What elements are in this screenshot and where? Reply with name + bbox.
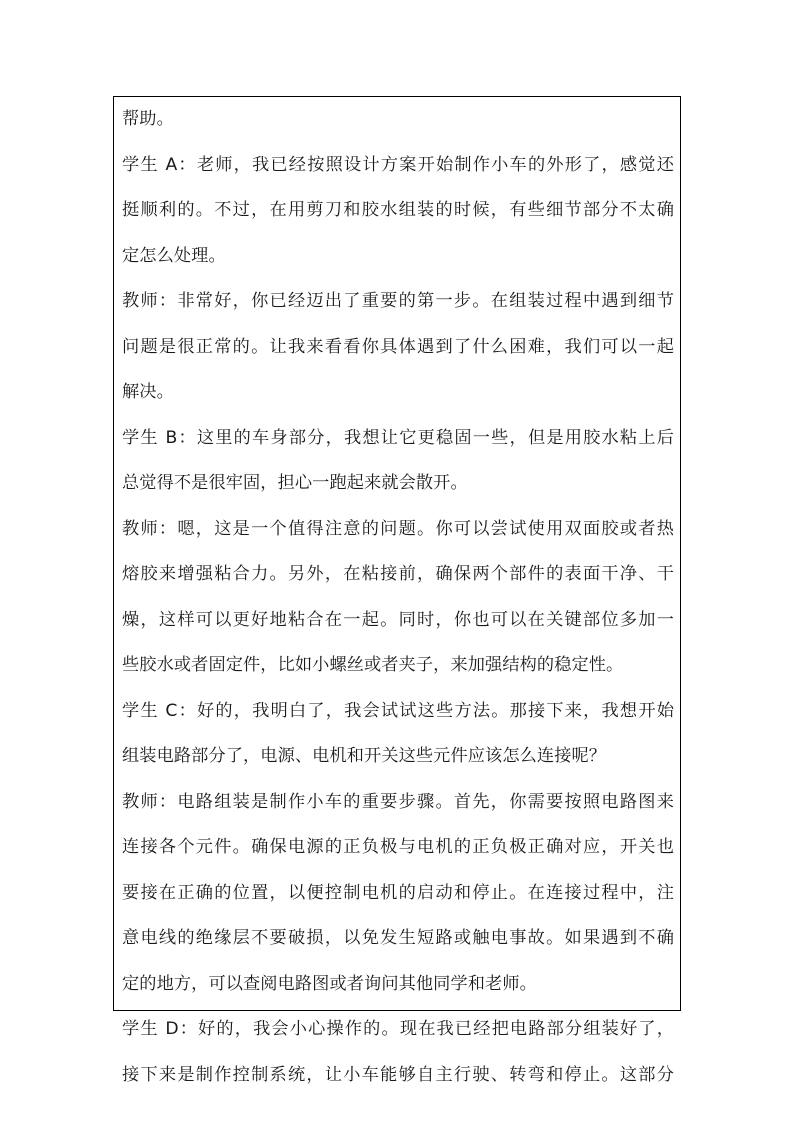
text-line: 教师：嗯，这是一个值得注意的问题。你可以尝试使用双面胶或者热 [122, 518, 674, 539]
text-line: 要接在正确的位置，以便控制电机的启动和停止。在连接过程中，注 [122, 882, 674, 903]
text-line: 连接各个元件。确保电源的正负极与电机的正负极正确对应，开关也 [122, 837, 674, 857]
text-line: 定怎么处理。 [122, 245, 226, 266]
text-line: 总觉得不是很牢固，担心一跑起来就会散开。 [122, 473, 468, 493]
text-line: 教师：电路组装是制作小车的重要步骤。首先，你需要按照电路图来 [122, 791, 674, 812]
text-line: 意电线的绝缘层不要破损，以免发生短路或触电事故。如果遇到不确 [122, 928, 674, 948]
text-line: 解决。 [122, 382, 174, 402]
text-line: 组装电路部分了，电源、电机和开关这些元件应该怎么连接呢？ [122, 746, 607, 766]
dialogue-text [122, 97, 674, 1098]
dialogue-table-cell [113, 96, 681, 1085]
text-line: 学生 B：这里的车身部分，我想让它更稳固一些，但是用胶水粘上后 [122, 427, 674, 448]
text-line: 教师：非常好，你已经迈出了重要的第一步。在组装过程中遇到细节 [122, 291, 674, 311]
text-line: 些胶水或者固定件，比如小螺丝或者夹子，来加强结构的稳定性。 [122, 655, 624, 675]
text-line: 接下来是制作控制系统，让小车能够自主行驶、转弯和停止。这部分 [122, 1064, 674, 1085]
text-line: 帮助。 [122, 109, 174, 129]
text-line: 学生 C：好的，我明白了，我会试试这些方法。那接下来，我想开始 [122, 700, 674, 721]
text-line: 熔胶来增强粘合力。另外，在粘接前，确保两个部件的表面干净、干 [122, 564, 674, 584]
text-line: 挺顺利的。不过，在用剪刀和胶水组装的时候，有些细节部分不太确 [122, 200, 674, 220]
text-line: 定的地方，可以查阅电路图或者询问其他同学和老师。 [122, 973, 537, 994]
text-line: 学生 A：老师，我已经按照设计方案开始制作小车的外形了，感觉还 [122, 154, 674, 175]
text-line: 问题是很正常的。让我来看看你具体遇到了什么困难，我们可以一起 [122, 336, 674, 357]
text-line: 学生 D：好的，我会小心操作的。现在我已经把电路部分组装好了， [122, 1019, 674, 1039]
text-line: 燥，这样可以更好地粘合在一起。同时，你也可以在关键部位多加一 [122, 609, 674, 630]
